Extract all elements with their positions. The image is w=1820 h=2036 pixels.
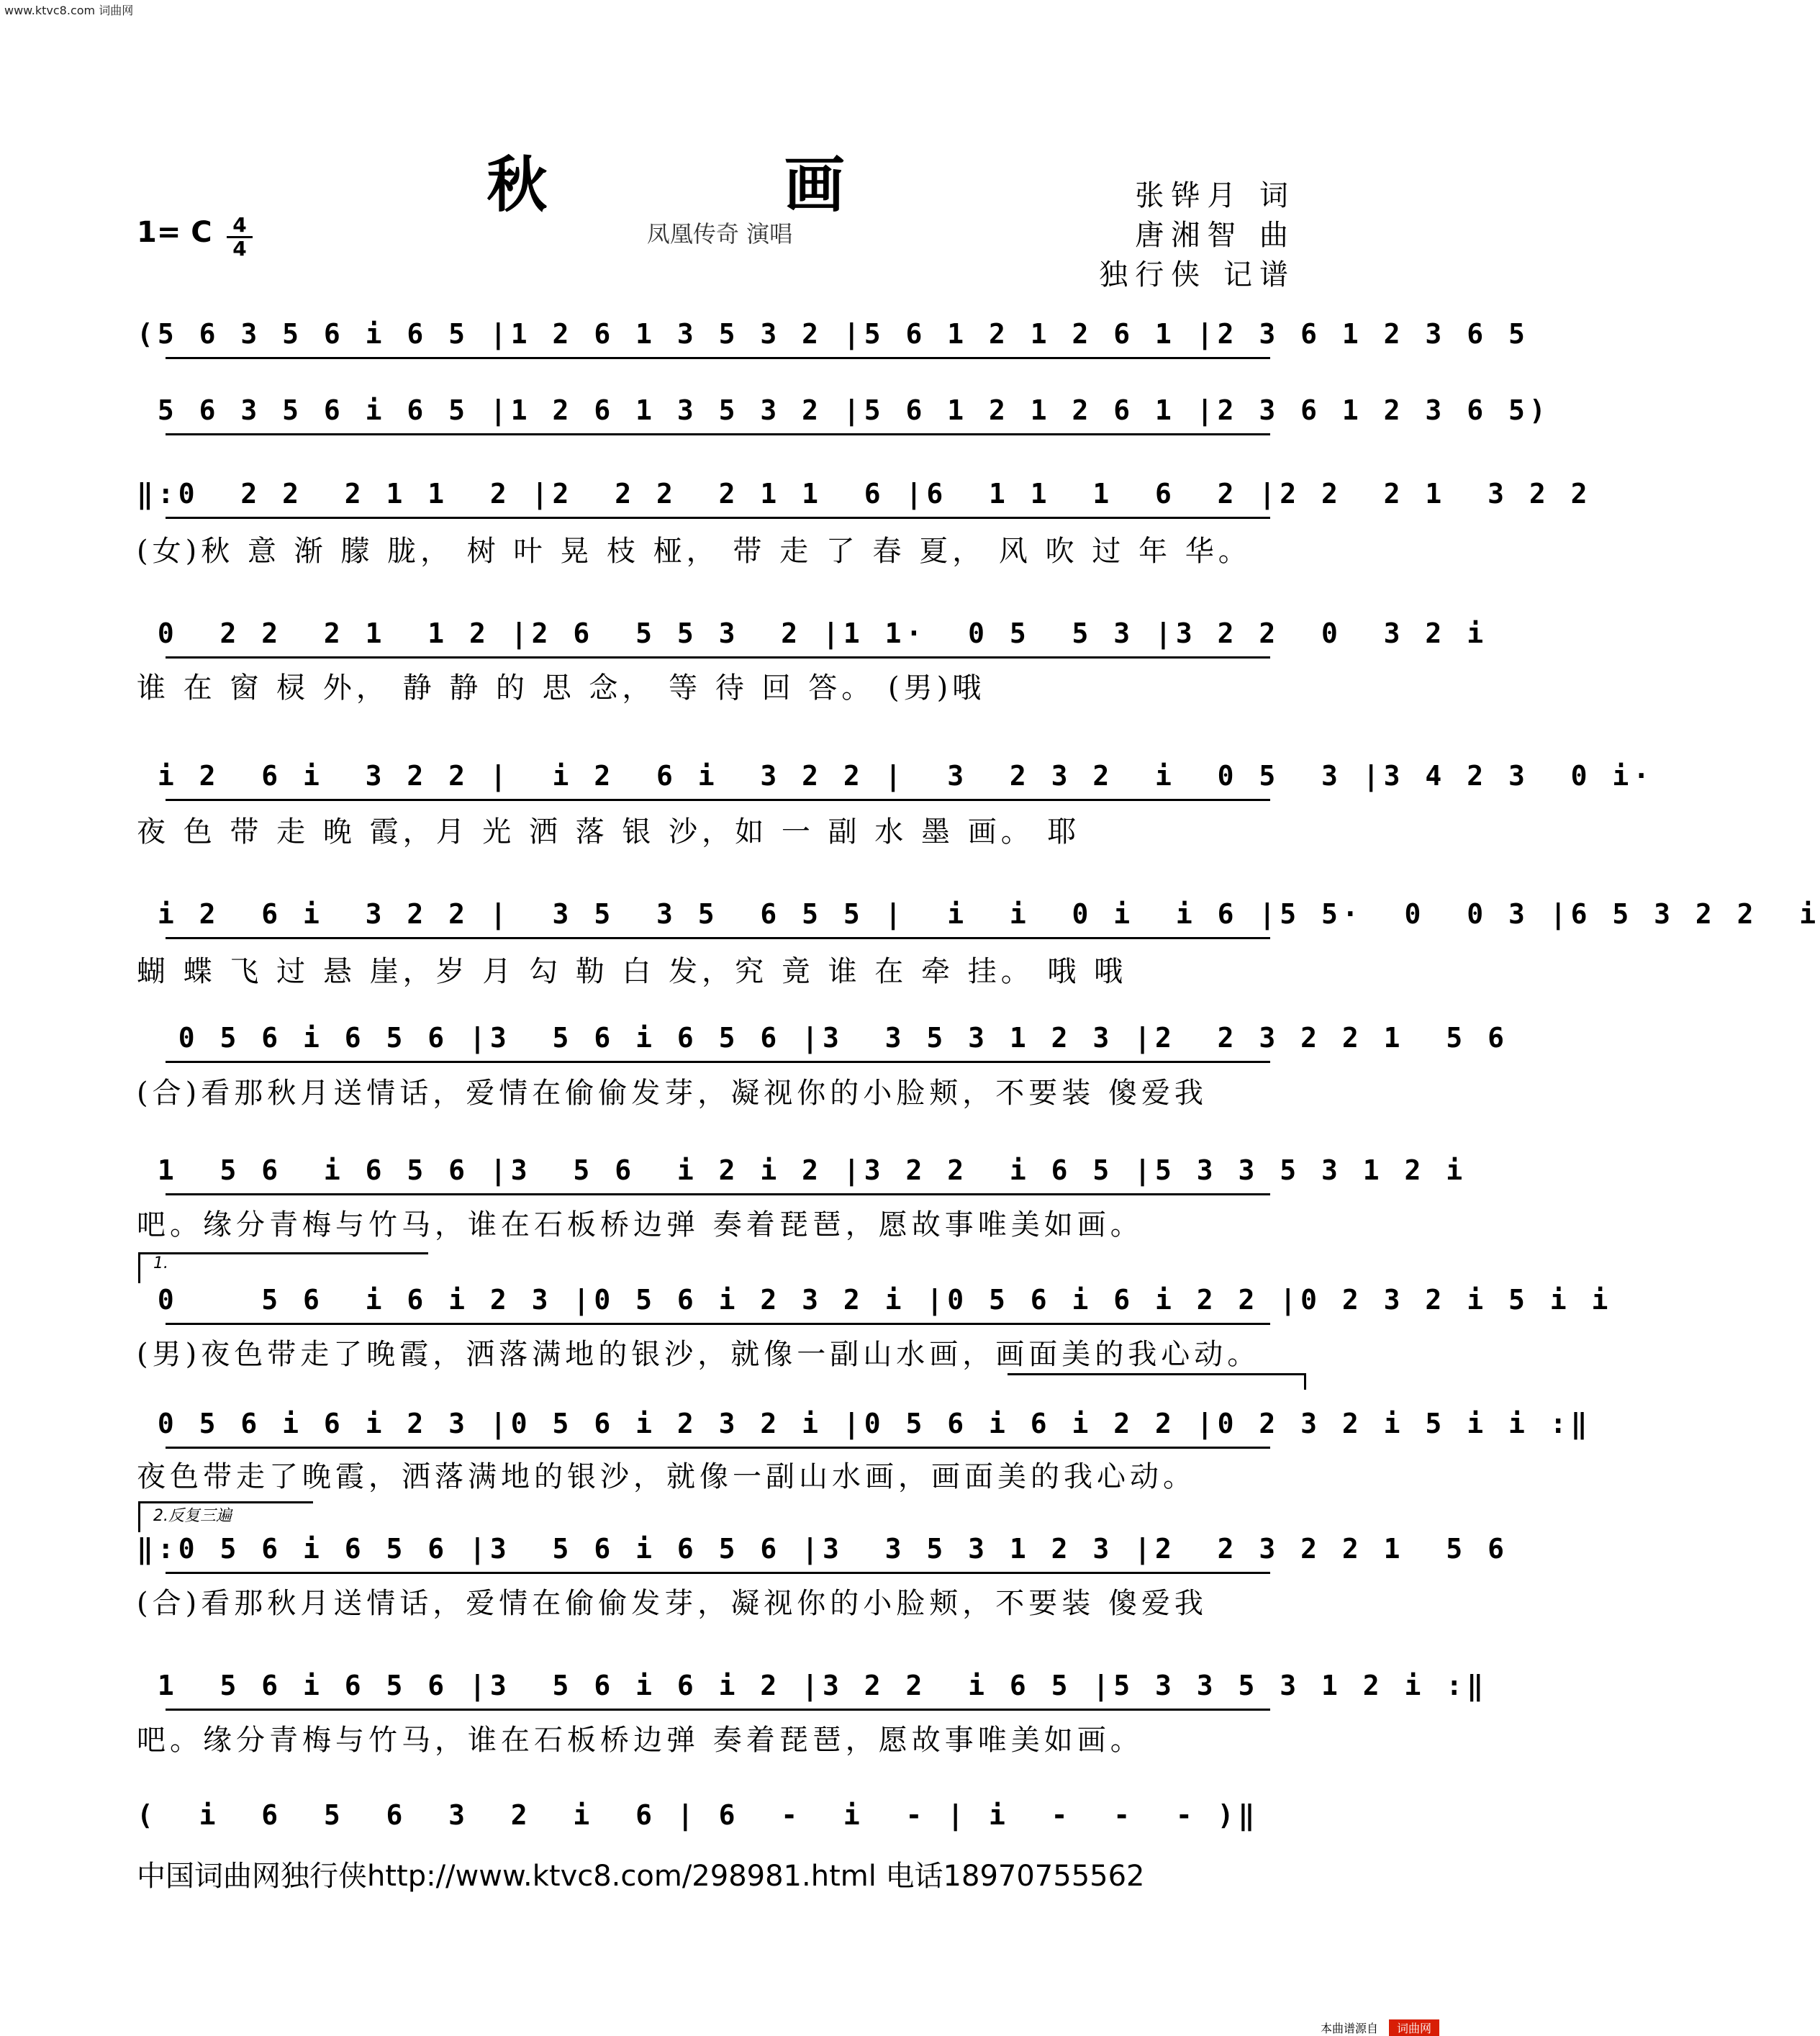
lyric-line-9: (男)夜色带走了晚霞，洒落满地的银沙，就像一副山水画，画面美的我心动。 <box>137 1338 1261 1371</box>
notation: 5 6 3 5 6 i 6 5 |1 2 6 1 3 5 3 2 |5 6 1 2 1 2 6 1 |2 3 6 1 2 3 6 5) <box>137 394 1550 426</box>
beam-line <box>166 1061 1270 1063</box>
time-bottom: 4 <box>232 237 247 261</box>
volta-bracket-2 <box>138 1501 313 1532</box>
volta-1-end <box>1008 1373 1306 1390</box>
notation: (5 6 3 5 6 i 6 5 |1 2 6 1 3 5 3 2 |5 6 1 2 1 2 6 1 |2 3 6 1 2 3 6 5 <box>137 318 1529 350</box>
score-row-9 <box>137 1284 1613 1327</box>
notation: i 2 6 i 3 2 2 | i 2 6 i 3 2 2 | 3 2 3 2 i 0 5 3 |3 4 2 3 0 i· <box>137 760 1654 792</box>
transcriber-credit: 独行侠 记谱 <box>1099 258 1295 291</box>
lyric-line-11: (合)看那秋月送情话，爱情在偷偷发芽，凝视你的小脸颊，不要装 傻爱我 <box>137 1587 1208 1620</box>
notation: i 2 6 i 3 2 2 | 3 5 3 5 6 5 5 | i i 0 i i 6 |5 5· 0 0 3 |6 5 3 2 2 i <box>137 898 1820 930</box>
score-row-7 <box>137 1022 1508 1065</box>
notation: 0 2 2 2 1 1 2 |2 6 5 5 3 2 |1 1· 0 5 5 3 |3 2 2 0 3 2 i <box>137 617 1488 649</box>
volta-bracket-1 <box>138 1252 428 1283</box>
score-row-6 <box>137 898 1820 941</box>
score-row-2 <box>137 394 1550 438</box>
notation: 0 5 6 i 6 i 2 3 |0 5 6 i 2 3 2 i |0 5 6 i 6 i 2 2 |0 2 3 2 i 5 i i <box>137 1284 1613 1316</box>
score-row-10 <box>137 1408 1592 1451</box>
score-row-13 <box>137 1799 1299 1842</box>
lyric-line-4: 谁 在 窗 棂 外， 静 静 的 思 念， 等 待 回 答。 (男)哦 <box>137 671 986 705</box>
notation: ‖:0 5 6 i 6 5 6 |3 5 6 i 6 5 6 |3 3 5 3 1 2 3 |2 2 3 2 2 1 5 6 <box>137 1533 1508 1565</box>
beam-line <box>166 357 1270 359</box>
key-signature: 1= C <box>137 216 212 249</box>
composer-credit: 唐湘智 曲 <box>1135 219 1295 252</box>
lyric-line-5: 夜 色 带 走 晚 霞，月 光 洒 落 银 沙，如 一 副 水 墨 画。 耶 <box>137 815 1081 849</box>
beam-line <box>166 433 1270 435</box>
site-watermark: www.ktvc8.com 词曲网 <box>4 4 134 17</box>
beam-line <box>166 1193 1270 1195</box>
beam-line <box>166 1709 1270 1711</box>
notation: 1 5 6 i 6 5 6 |3 5 6 i 6 i 2 |3 2 2 i 6 5 |5 3 3 5 3 1 2 i :‖ <box>137 1670 1488 1701</box>
notation: 0 5 6 i 6 5 6 |3 5 6 i 6 5 6 |3 3 5 3 1 2 3 |2 2 3 2 2 1 5 6 <box>137 1022 1508 1054</box>
score-row-12 <box>137 1670 1488 1713</box>
singer-credit: 凤凰传奇 演唱 <box>646 220 793 248</box>
score-row-11 <box>137 1533 1508 1576</box>
score-row-5 <box>137 760 1654 803</box>
notation: 0 5 6 i 6 i 2 3 |0 5 6 i 2 3 2 i |0 5 6 i 6 i 2 2 |0 2 3 2 i 5 i i :‖ <box>137 1408 1592 1439</box>
lyric-line-8: 吧。缘分青梅与竹马，谁在石板桥边弹 奏着琵琶，愿故事唯美如画。 <box>137 1208 1144 1241</box>
lyric-line-6: 蝴 蝶 飞 过 悬 崖，岁 月 勾 勒 白 发，究 竟 谁 在 牵 挂。 哦 哦 <box>137 955 1128 988</box>
lyric-line-10: 夜色带走了晚霞，洒落满地的银沙，就像一副山水画，画面美的我心动。 <box>137 1460 1196 1493</box>
lyric-line-12: 吧。缘分青梅与竹马，谁在石板桥边弹 奏着琵琶，愿故事唯美如画。 <box>137 1724 1144 1757</box>
notation: ( i 6 5 6 3 2 i 6 | 6 - i - | i - - - )‖ <box>137 1799 1259 1831</box>
notation: ‖:0 2 2 2 1 1 2 |2 2 2 2 1 1 6 |6 1 1 1 6 2 |2 2 2 1 3 2 2 <box>137 478 1592 510</box>
lyric-line-3: (女)秋 意 渐 朦 胧， 树 叶 晃 枝 桠， 带 走 了 春 夏， 风 吹 过 年 华。 <box>137 535 1251 568</box>
score-row-4 <box>137 617 1488 661</box>
beam-line <box>166 517 1270 519</box>
beam-line <box>166 799 1270 801</box>
volta-2-label: 2.反复三遍 <box>153 1507 232 1525</box>
time-signature <box>227 214 253 260</box>
song-title: 秋 画 <box>486 149 953 220</box>
score-row-8 <box>137 1154 1467 1198</box>
time-top: 4 <box>232 213 247 237</box>
beam-line <box>166 1447 1270 1449</box>
beam-line <box>166 1572 1270 1574</box>
lyricist-credit: 张铧月 词 <box>1135 179 1295 212</box>
beam-line <box>166 937 1270 939</box>
source-note: 本曲谱源自 <box>1320 2022 1378 2035</box>
score-row-3 <box>137 478 1592 521</box>
lyric-line-7: (合)看那秋月送情话，爱情在偷偷发芽，凝视你的小脸颊，不要装 傻爱我 <box>137 1077 1208 1110</box>
volta-1-label: 1. <box>153 1254 168 1272</box>
notation: 1 5 6 i 6 5 6 |3 5 6 i 2 i 2 |3 2 2 i 6 5 |5 3 3 5 3 1 2 i <box>137 1154 1467 1186</box>
score-row-1 <box>137 318 1529 361</box>
beam-line <box>166 1323 1270 1325</box>
footer-contact: 中国词曲网独行侠http://www.ktvc8.com/298981.html 电话18970755562 <box>137 1860 1145 1893</box>
beam-line <box>166 656 1270 659</box>
site-badge: 词曲网 <box>1389 2019 1439 2036</box>
